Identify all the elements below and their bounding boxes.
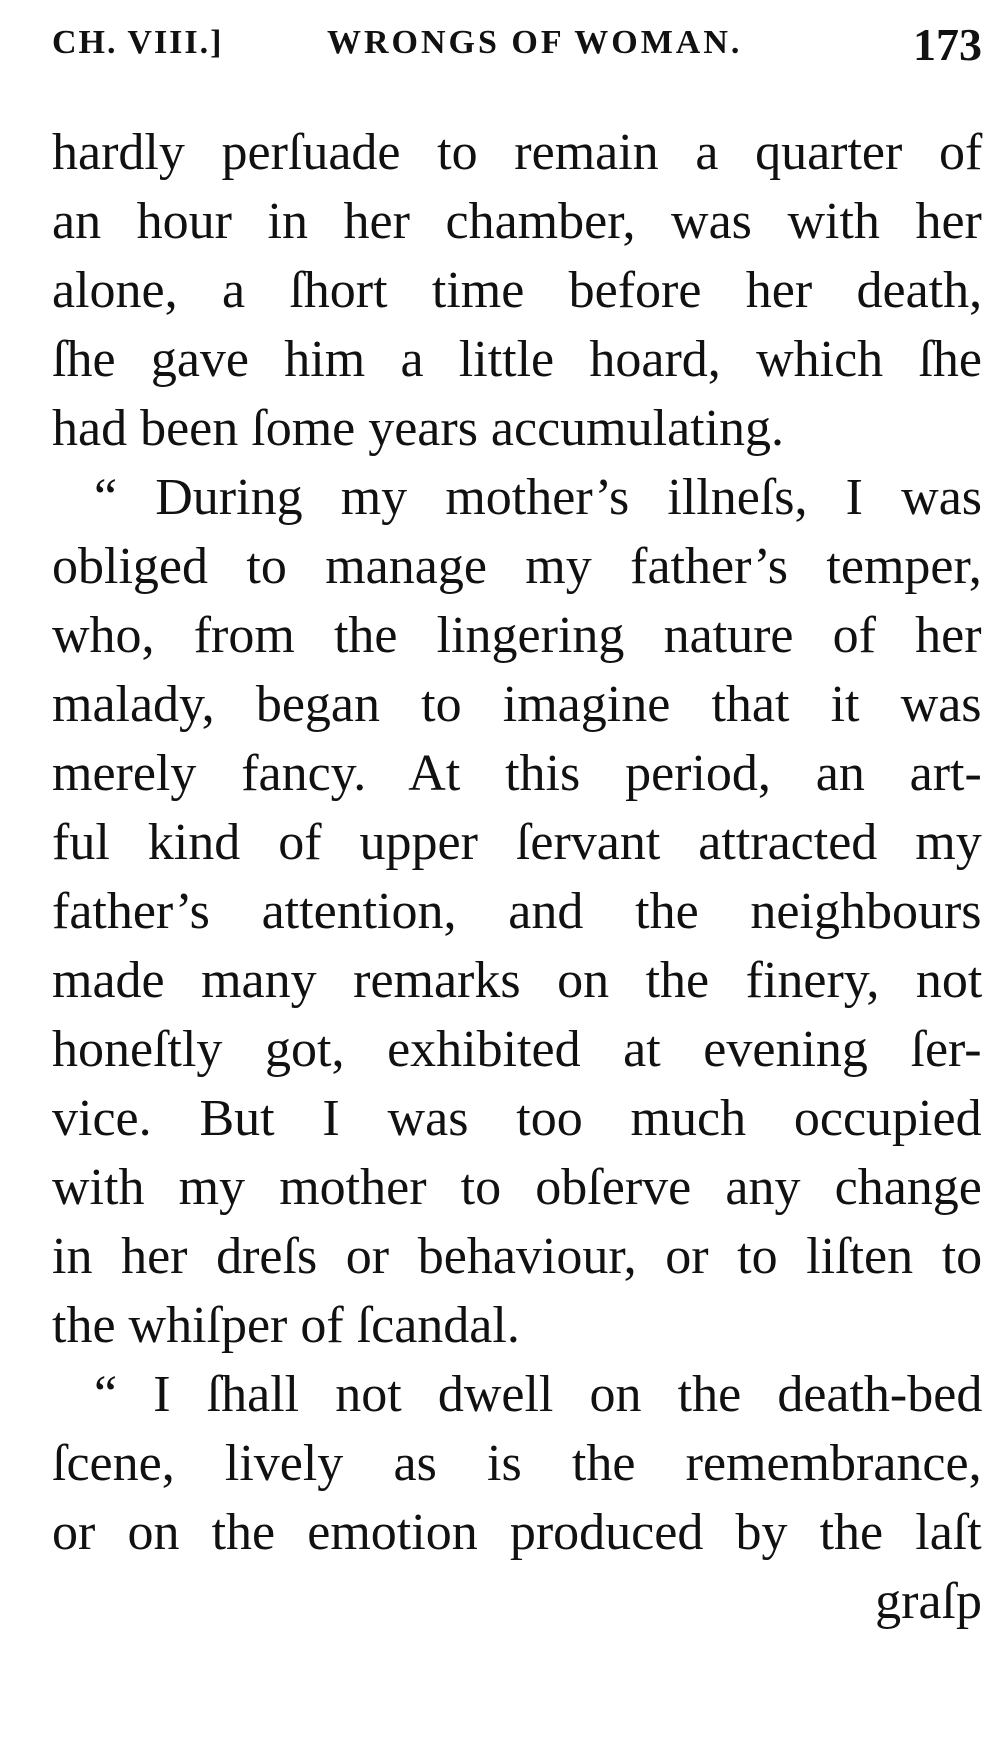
chapter-marker: CH. VIII.] [52,24,224,61]
text-line: vice. But I was too much occupied [52,1090,982,1147]
text-line: obliged to manage my father’s temper, [52,538,982,595]
text-line: hardly perſuade to remain a quarter of [52,124,983,181]
text-line: with my mother to obſerve any change [52,1159,982,1216]
text-line: an hour in her chamber, was with her [52,193,982,250]
text-line: in her dreſs or behaviour, or to liſten to [52,1228,983,1285]
text-line: the whiſper of ſcandal. [52,1297,520,1354]
page-number: 173 [913,19,982,70]
text-line: father’s attention, and the neighbours [52,883,982,940]
text-line: malady, began to imagine that it was [52,676,982,733]
text-line: had been ſome years accumulating. [52,400,785,457]
text-line: honeſtly got, exhibited at evening ſer- [52,1021,982,1078]
text-line: made many remarks on the finery, not [52,952,983,1009]
running-title: WRONGS OF WOMAN. [327,24,743,61]
running-head [52,18,982,78]
text-line: ſcene, lively as is the remembrance, [52,1435,982,1492]
text-line: ful kind of upper ſervant attracted my [52,814,982,871]
text-line: merely fancy. At this period, an art- [52,745,982,802]
text-line: alone, a ſhort time before her death, [52,262,983,319]
text-line: ſhe gave him a little hoard, which ſhe [52,331,982,388]
body-text [52,118,982,1636]
paragraph-first-line: “ During my mother’s illneſs, I was [94,469,983,526]
text-line: or on the emotion produced by the laſt [52,1504,982,1561]
text-line: who, from the lingering nature of her [52,607,982,664]
catchword: graſp [875,1573,982,1630]
paragraph-first-line: “ I ſhall not dwell on the death-bed [94,1366,983,1423]
